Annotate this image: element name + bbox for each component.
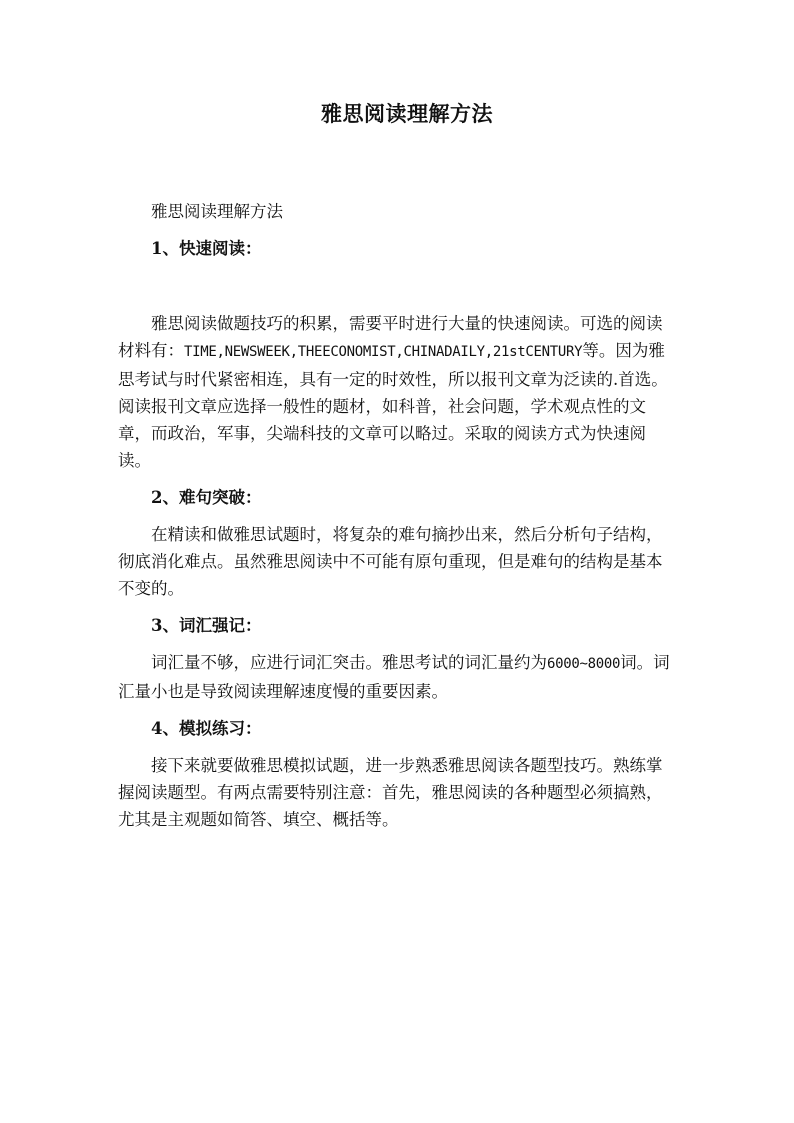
- section-1-text-b: 等。因为雅思考试与时代紧密相连，具有一定的时效性，所以报刊文章为泛读的.首选。阅读报刊文章应选择一般性的题材，如科普，社会问题，学术观点性的文章，而政治，军事，尖端科技的文章可以略过。采取的阅读方式为快速阅读。: [118, 341, 668, 470]
- section-1-text-a: 雅思阅读做题技巧的积累，需要平时进行大量的快速阅读。可选的阅读材料有：: [118, 314, 663, 360]
- section-3-body: [118, 649, 674, 705]
- section-1-sources: TIME,NEWSWEEK,THEECONOMIST,CHINADAILY,21stCENTURY: [184, 344, 583, 360]
- section-3-heading: 3、词汇强记：: [151, 616, 262, 635]
- section-4-heading: 4、模拟练习：: [151, 719, 262, 738]
- section-1-body: [118, 310, 674, 474]
- section-4-body: 接下来就要做雅思模拟试题，进一步熟悉雅思阅读各题型技巧。熟练掌握阅读题型。有两点需要特别注意：首先，雅思阅读的各种题型必须搞熟，尤其是主观题如简答、填空、概括等。: [118, 756, 663, 829]
- section-3-text-b: 词。词汇量小也是导致阅读理解速度慢的重要因素。: [118, 653, 670, 701]
- section-2-body: 在精读和做雅思试题时，将复杂的难句摘抄出来，然后分析句子结构，彻底消化难点。虽然雅思阅读中不可能有原句重现，但是难句的结构是基本不变的。: [118, 525, 663, 598]
- document-body: [118, 198, 674, 833]
- section-1-heading: 1、快速阅读：: [151, 239, 262, 258]
- intro-paragraph: 雅思阅读理解方法: [151, 202, 283, 221]
- section-3-text-a: 词汇量不够，应进行词汇突击。雅思考试的词汇量约为: [151, 653, 547, 672]
- section-3-numbers: 6000~8000: [547, 656, 621, 672]
- document-title: 雅思阅读理解方法: [321, 101, 493, 126]
- section-2-heading: 2、难句突破：: [151, 488, 262, 507]
